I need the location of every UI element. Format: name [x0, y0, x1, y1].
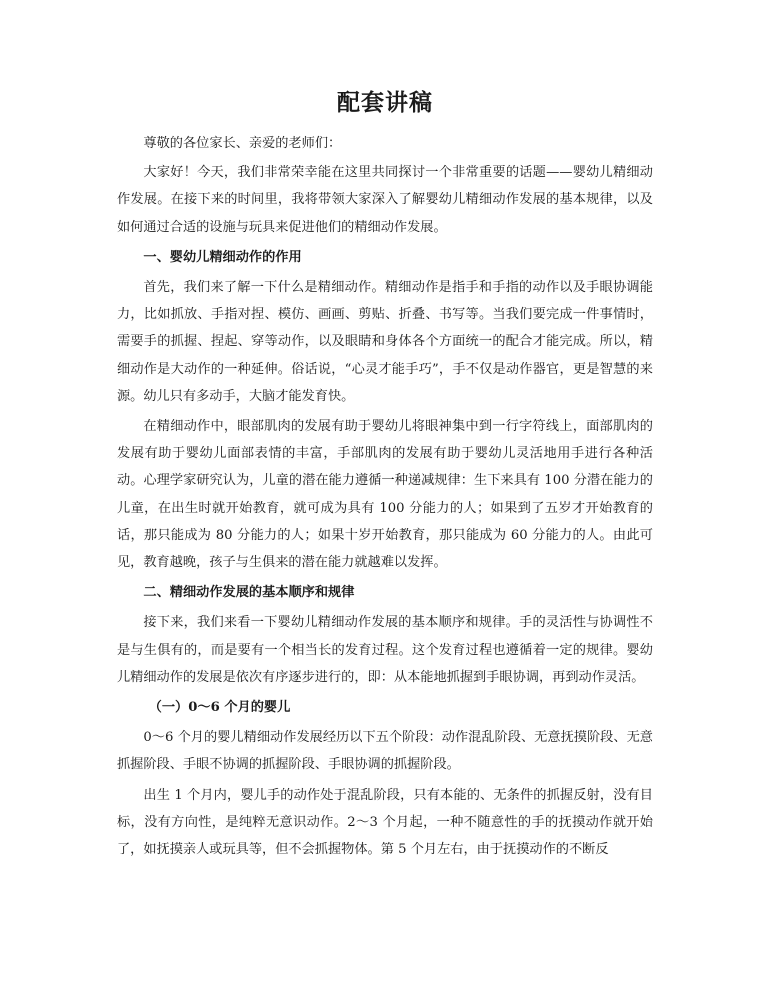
intro-paragraph: 大家好！今天，我们非常荣幸能在这里共同探讨一个非常重要的话题——婴幼儿精细动作发展。在接下来的时间里，我将带领大家深入了解婴幼儿精细动作发展的基本规律，以及如何通过合适的设施与玩具来促进他们的精细动作发展。 — [117, 165, 653, 235]
section-1-paragraph-1: 首先，我们来了解一下什么是精细动作。精细动作是指手和手指的动作以及手眼协调能力，比如抓放、手指对捏、模仿、画画、剪贴、折叠、书写等。当我们要完成一件事情时，需要手的抓握、捏起、穿等动作，以及眼睛和身体各个方面统一的配合才能完成。所以，精细动作是大动作的一种延伸。俗话说，“心灵才能手巧”，手不仅是动作器官，更是智慧的来源。幼儿只有多动手，大脑才能发育快。 — [117, 280, 653, 404]
section-1-heading: 一、婴幼儿精细动作的作用 — [143, 249, 302, 265]
section-2-paragraph-1: 接下来，我们来看一下婴幼儿精细动作发展的基本顺序和规律。手的灵活性与协调性不是与生俱有的，而是要有一个相当长的发育过程。这个发育过程也遵循着一定的规律。婴幼儿精细动作的发展是依次有序逐步进行的，即：从本能地抓握到手眼协调，再到动作灵活。 — [117, 615, 653, 685]
section-1-paragraph-2: 在精细动作中，眼部肌肉的发展有助于婴幼儿将眼神集中到一行字符线上，面部肌肉的发展有助于婴幼儿面部表情的丰富，手部肌肉的发展有助于婴幼儿灵活地用手进行各种活动。心理学家研究认为，儿童的潜在能力遵循一种递减规律：生下来具有 100 分潜在能力的儿童，在出生时就开始教育，就可成为具有 100 分能力的人；如果到了五岁才开始教育的话，那只能成为 80 分能力的人；如果十岁开始教育，那只能成为 60 分能力的人。由此可见，教育越晚，孩子与生俱来的潜在能力就越难以发挥。 — [117, 419, 653, 571]
subsection-1-paragraph-1: 0～6 个月的婴儿精细动作发展经历以下五个阶段：动作混乱阶段、无意抚摸阶段、无意抓握阶段、手眼不协调的抓握阶段、手眼协调的抓握阶段。 — [117, 730, 653, 773]
section-2-heading: 二、精细动作发展的基本顺序和规律 — [143, 585, 355, 601]
salutation: 尊敬的各位家长、亲爱的老师们： — [143, 136, 342, 151]
subsection-1-heading: （一）0～6 个月的婴儿 — [148, 700, 291, 716]
document-page — [117, 85, 653, 866]
subsection-1-paragraph-2: 出生 1 个月内，婴儿手的动作处于混乱阶段，只有本能的、无条件的抓握反射，没有目标，没有方向性，是纯粹无意识动作。2～3 个月起，一种不随意性的手的抚摸动作就开始了，如抚摸亲人或玩具等，但不会抓握物体。第 5 个月左右，由于抚摸动作的不断反 — [117, 787, 653, 858]
document-title: 配套讲稿 — [337, 89, 433, 116]
